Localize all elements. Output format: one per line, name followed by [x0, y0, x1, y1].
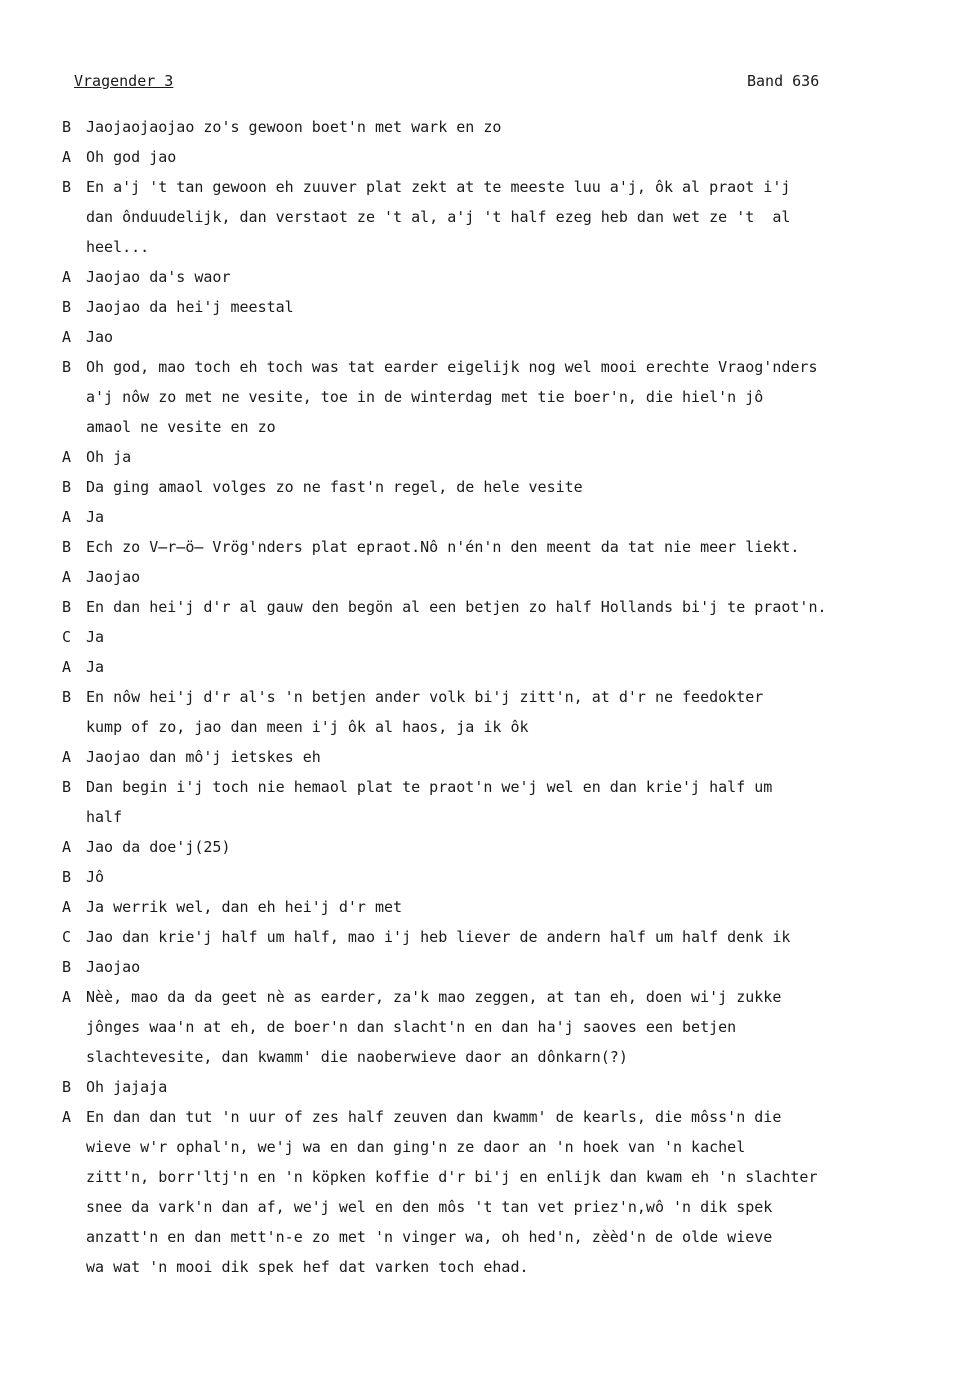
text-line: En nôw hei'j d'r al's 'n betjen ander volk bi'j zitt'n, at d'r ne feedokter: [86, 688, 764, 706]
turn-text: [86, 442, 131, 472]
transcript-turn: [62, 982, 952, 1072]
text-line: Ja werrik wel, dan eh hei'j d'r met: [86, 898, 403, 916]
transcript-turn: [62, 862, 952, 892]
text-line: Jaojao: [86, 958, 141, 976]
text-line: wieve w'r ophal'n, we'j wa en dan ging'n ze daor an 'n hoek van 'n kachel: [86, 1138, 746, 1156]
speaker-label: B: [62, 298, 72, 316]
text-line: Dan begin i'j toch nie hemaol plat te praot'n we'j wel en dan krie'j half um: [86, 778, 773, 796]
turn-text: [86, 172, 790, 262]
speaker-label: A: [62, 448, 72, 466]
text-line: Jaojao da hei'j meestal: [86, 298, 294, 316]
transcript-turn: [62, 502, 952, 532]
transcript-turn: [62, 1102, 952, 1282]
tape-number: Band 636: [747, 72, 820, 90]
transcript-turn: [62, 352, 952, 442]
speaker-label: A: [62, 988, 72, 1006]
turn-text: [86, 262, 231, 292]
transcript-turn: [62, 622, 952, 652]
text-line: Jaojao dan mô'j ietskes eh: [86, 748, 321, 766]
text-line: dan ônduudelijk, dan verstaot ze 't al, a'j 't half ezeg heb dan wet ze 't al: [86, 208, 791, 226]
turn-text: [86, 652, 104, 682]
speaker-label: B: [62, 538, 72, 556]
speaker-label: A: [62, 508, 72, 526]
text-line: Jao dan krie'j half um half, mao i'j heb liever de andern half um half denk ik: [86, 928, 791, 946]
transcript-turn: [62, 292, 952, 322]
speaker-label: A: [62, 328, 72, 346]
transcript-turn: [62, 322, 952, 352]
transcript-turn: [62, 142, 952, 172]
turn-text: [86, 592, 827, 622]
text-line: Jao: [86, 328, 114, 346]
text-line: Ja: [86, 508, 105, 526]
text-line: slachtevesite, dan kwamm' die naoberwieve daor an dônkarn(?): [86, 1048, 628, 1066]
turn-text: [86, 502, 104, 532]
text-line: half: [86, 808, 123, 826]
text-line: Ja: [86, 658, 105, 676]
transcript: [62, 112, 952, 1282]
text-line: jônges waa'n at eh, de boer'n dan slacht'n en dan ha'j saoves een betjen: [86, 1018, 737, 1036]
turn-text: [86, 862, 104, 892]
text-line: En dan dan tut 'n uur of zes half zeuven dan kwamm' de kearls, die môss'n die: [86, 1108, 782, 1126]
speaker-label: B: [62, 868, 72, 886]
turn-text: [86, 532, 799, 562]
text-line: En a'j 't tan gewoon eh zuuver plat zekt at te meeste luu a'j, ôk al praot i'j: [86, 178, 791, 196]
text-line: Jaojao da's waor: [86, 268, 231, 286]
transcript-turn: [62, 592, 952, 622]
transcript-turn: [62, 832, 952, 862]
speaker-label: C: [62, 628, 72, 646]
transcript-turn: [62, 562, 952, 592]
text-line: kump of zo, jao dan meen i'j ôk al haos, ja ik ôk: [86, 718, 529, 736]
text-line: Ech zo V̶r̶ö̶ Vrög'nders plat epraot.Nô n'én'n den meent da tat nie meer liekt.: [86, 538, 800, 556]
text-line: Jô: [86, 868, 105, 886]
transcript-turn: [62, 922, 952, 952]
speaker-label: B: [62, 958, 72, 976]
turn-text: [86, 832, 231, 862]
text-line: heel...: [86, 238, 150, 256]
text-line: Oh god, mao toch eh toch was tat earder eigelijk nog wel mooi erechte Vraog'nders: [86, 358, 818, 376]
text-line: En dan hei'j d'r al gauw den begön al een betjen zo half Hollands bi'j te praot'n.: [86, 598, 827, 616]
speaker-label: A: [62, 838, 72, 856]
text-line: Jaojaojaojao zo's gewoon boet'n met wark en zo: [86, 118, 502, 136]
speaker-label: B: [62, 478, 72, 496]
turn-text: [86, 322, 113, 352]
transcript-turn: [62, 262, 952, 292]
text-line: Oh jajaja: [86, 1078, 168, 1096]
speaker-label: A: [62, 658, 72, 676]
turn-text: [86, 742, 321, 772]
turn-text: [86, 352, 818, 442]
turn-text: [86, 952, 140, 982]
text-line: Da ging amaol volges zo ne fast'n regel, de hele vesite: [86, 478, 583, 496]
transcript-turn: [62, 442, 952, 472]
turn-text: [86, 1072, 167, 1102]
turn-text: [86, 472, 583, 502]
speaker-label: B: [62, 598, 72, 616]
turn-text: [86, 892, 402, 922]
text-line: zitt'n, borr'ltj'n en 'n köpken koffie d'r bi'j en enlijk dan kwam eh 'n slachter: [86, 1168, 818, 1186]
turn-text: [86, 682, 763, 742]
speaker-label: B: [62, 778, 72, 796]
speaker-label: B: [62, 118, 72, 136]
text-line: Jao da doe'j(25): [86, 838, 231, 856]
speaker-label: A: [62, 1108, 72, 1126]
transcript-turn: [62, 1072, 952, 1102]
turn-text: [86, 1102, 818, 1282]
transcript-turn: [62, 772, 952, 832]
speaker-label: B: [62, 1078, 72, 1096]
turn-text: [86, 622, 104, 652]
text-line: amaol ne vesite en zo: [86, 418, 276, 436]
turn-text: [86, 982, 781, 1072]
speaker-label: A: [62, 748, 72, 766]
speaker-label: A: [62, 268, 72, 286]
transcript-turn: [62, 892, 952, 922]
text-line: Oh god jao: [86, 148, 177, 166]
transcript-turn: [62, 472, 952, 502]
speaker-label: A: [62, 898, 72, 916]
transcript-turn: [62, 682, 952, 742]
transcript-turn: [62, 742, 952, 772]
text-line: anzatt'n en dan mett'n-e zo met 'n vinger wa, oh hed'n, zèèd'n de olde wieve: [86, 1228, 773, 1246]
turn-text: [86, 562, 140, 592]
document-title: Vragender 3: [74, 72, 174, 90]
speaker-label: A: [62, 568, 72, 586]
transcript-turn: [62, 112, 952, 142]
speaker-label: B: [62, 688, 72, 706]
text-line: Nèè, mao da da geet nè as earder, za'k mao zeggen, at tan eh, doen wi'j zukke: [86, 988, 782, 1006]
speaker-label: B: [62, 358, 72, 376]
turn-text: [86, 772, 772, 832]
turn-text: [86, 292, 294, 322]
turn-text: [86, 142, 176, 172]
speaker-label: B: [62, 178, 72, 196]
speaker-label: C: [62, 928, 72, 946]
speaker-label: A: [62, 148, 72, 166]
text-line: a'j nôw zo met ne vesite, toe in de winterdag met tie boer'n, die hiel'n jô: [86, 388, 764, 406]
text-line: Ja: [86, 628, 105, 646]
text-line: Jaojao: [86, 568, 141, 586]
turn-text: [86, 112, 501, 142]
transcript-turn: [62, 532, 952, 562]
text-line: Oh ja: [86, 448, 132, 466]
text-line: snee da vark'n dan af, we'j wel en den môs 't tan vet priez'n,wô 'n dik spek: [86, 1198, 773, 1216]
transcript-turn: [62, 952, 952, 982]
transcript-turn: [62, 652, 952, 682]
text-line: wa wat 'n mooi dik spek hef dat varken toch ehad.: [86, 1258, 529, 1276]
turn-text: [86, 922, 790, 952]
transcript-turn: [62, 172, 952, 262]
